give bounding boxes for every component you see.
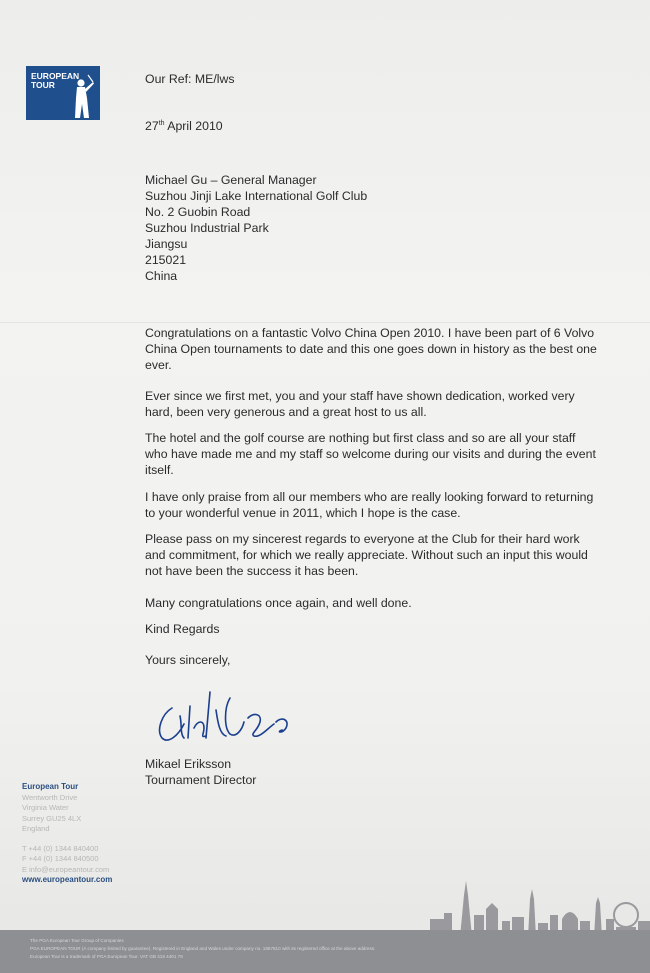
recipient-address [145, 172, 367, 284]
legal-text: PGA EUROPEAN TOUR (A company limited by guarantee). Registered in England and Wales under company no. 1867810 with its registered office at the above address. [30, 946, 376, 951]
closing-line: Kind Regards [145, 622, 220, 636]
city-skyline-graphic [430, 875, 650, 937]
legal-text: The PGA European Tour Group of Companies [30, 938, 124, 943]
legal-text: European Tour is a trademark of PGA European Tour. VAT GB 419 4401 78 [30, 954, 183, 959]
address-line: Michael Gu – General Manager [145, 173, 317, 187]
signer-block [145, 756, 256, 788]
address-line: No. 2 Guobin Road [145, 205, 251, 219]
signer-title: Tournament Director [145, 773, 257, 787]
body-paragraph: Ever since we first met, you and your staff have shown dedication, worked very hard, been very generous and a great host to us all. [145, 389, 575, 419]
body-paragraph: I have only praise from all our members who are really looking forward to returning to your wonderful venue in 2011, which I hope is the case. [145, 490, 594, 520]
footer-address-line: Virginia Water [22, 803, 69, 812]
footer-email: E info@europeantour.com [22, 864, 110, 874]
body-paragraph: Congratulations on a fantastic Volvo China Open 2010. I have been part of 6 Volvo China Open tournaments to date and this one goes down in history as the best one ever. [145, 326, 597, 372]
body-paragraph: The hotel and the golf course are nothing but first class and so are all your staff who have made me and my staff so welcome during our visits and during the event itself. [145, 431, 596, 477]
footer-address-line: Wentworth Drive [22, 792, 78, 802]
logo-text-line1: EUROPEAN [31, 71, 80, 81]
address-line: China [145, 269, 178, 283]
handwritten-signature [150, 668, 310, 748]
reference-line: Our Ref: ME/lws [145, 72, 235, 86]
paper-fold [0, 322, 650, 323]
address-line: Suzhou Jinji Lake International Golf Club [145, 189, 368, 203]
footer-address-line: Surrey GU25 4LX [22, 813, 82, 823]
address-line: Suzhou Industrial Park [145, 221, 269, 235]
signoff-line: Yours sincerely, [145, 653, 231, 667]
golfer-silhouette-icon [67, 74, 97, 118]
footer-address-line: England [22, 824, 50, 833]
footer-telephone: T +44 (0) 1344 840400 [22, 843, 99, 853]
signer-name: Mikael Eriksson [145, 757, 232, 771]
body-paragraph: Many congratulations once again, and well done. [145, 596, 412, 610]
address-line: Jiangsu [145, 237, 188, 251]
footer-fax: F +44 (0) 1344 840500 [22, 854, 99, 863]
footer-org: European Tour [22, 782, 79, 791]
footer-website: www.europeantour.com [22, 875, 113, 884]
logo-text-line2: TOUR [31, 80, 55, 90]
body-paragraph: Please pass on my sincerest regards to everyone at the Club for their hard work and commitment, for which we really appreciate. Without such an input this would not have been the success it has been. [145, 532, 588, 578]
footer-contact [22, 782, 112, 886]
address-line: 215021 [145, 253, 187, 267]
letter-date: 27th April 2010 [145, 119, 223, 133]
european-tour-logo [26, 66, 100, 120]
